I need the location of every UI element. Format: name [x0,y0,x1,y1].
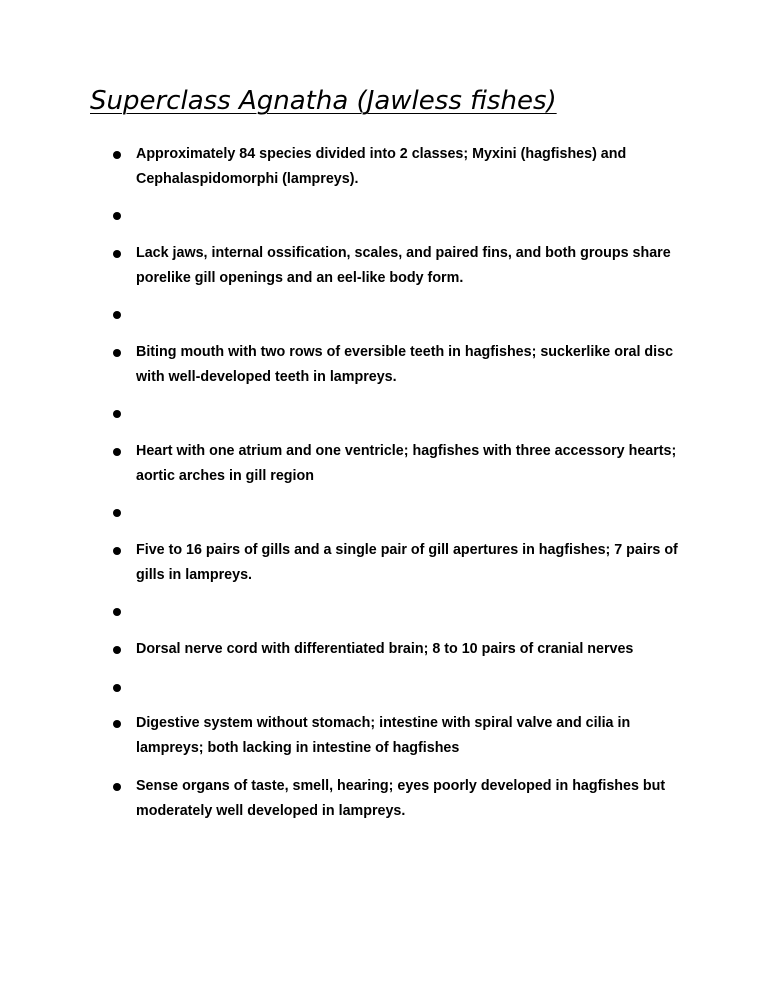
bullet-icon [113,250,121,258]
list-item-text: Lack jaws, internal ossification, scales, and paired fins, and both groups share porelike gill openings and an eel-like body form. [136,245,671,286]
list-item-text: Biting mouth with two rows of eversible teeth in hagfishes; suckerlike oral disc with well-developed teeth in lampreys. [136,344,674,385]
page-title: Superclass Agnatha (Jawless fishes) [90,86,557,116]
bullet-icon [113,448,121,456]
bullet-icon [113,646,121,654]
bullet-icon [113,608,121,616]
bullet-icon [113,783,121,791]
list-item-text: Digestive system without stomach; intestine with spiral valve and cilia in lampreys; both lacking in intestine of hagfishes [136,715,631,756]
bullet-icon [113,212,121,220]
bullet-icon [113,720,121,728]
bullet-icon [113,151,121,159]
bullet-icon [113,311,121,319]
list-item-text: Sense organs of taste, smell, hearing; eyes poorly developed in hagfishes but moderately well developed in lampreys. [136,778,666,819]
bullet-icon [113,509,121,517]
bullet-icon [113,684,121,692]
list-item-text: Heart with one atrium and one ventricle; hagfishes with three accessory hearts; aortic arches in gill region [136,443,677,484]
list-item-text: Dorsal nerve cord with differentiated brain; 8 to 10 pairs of cranial nerves [136,641,634,657]
bullet-icon [113,349,121,357]
bullet-icon [113,410,121,418]
list-item-text: Five to 16 pairs of gills and a single pair of gill apertures in hagfishes; 7 pairs of gills in lampreys. [136,542,678,583]
bullet-icon [113,547,121,555]
list-item-text: Approximately 84 species divided into 2 classes; Myxini (hagfishes) and Cephalaspidomorphi (lampreys). [136,146,627,187]
